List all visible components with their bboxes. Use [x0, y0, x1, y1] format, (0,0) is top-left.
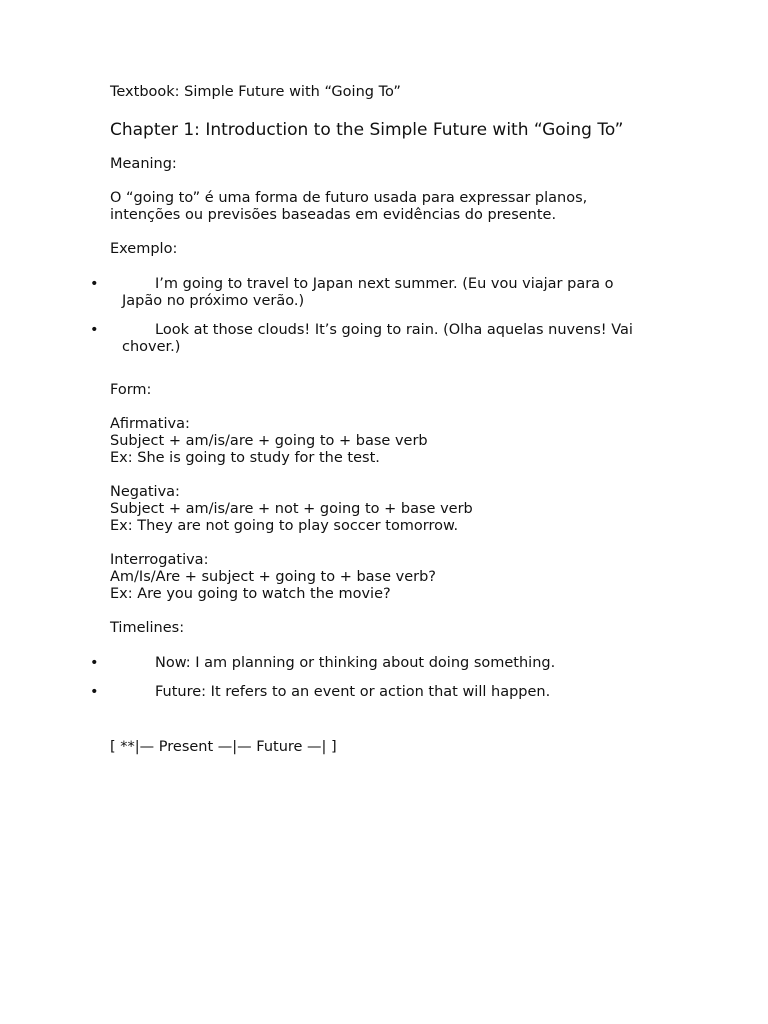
example-list	[90, 276, 652, 356]
list-item	[90, 684, 652, 701]
timeline-text: Now: I am planning or thinking about doing something.	[155, 655, 556, 671]
timeline-diagram: [ **|— Present —|— Future —| ]	[110, 739, 337, 755]
afirmativa-example: Ex: She is going to study for the test.	[110, 450, 380, 466]
interrogativa-label: Interrogativa:	[110, 552, 209, 568]
afirmativa-structure: Subject + am/is/are + going to + base verb	[110, 433, 428, 449]
timelines-list	[90, 655, 652, 701]
negativa-section	[110, 484, 650, 535]
bullet-icon: •	[90, 276, 99, 292]
afirmativa-label: Afirmativa:	[110, 416, 190, 432]
chapter-heading: Chapter 1: Introduction to the Simple Future with “Going To”	[110, 120, 624, 140]
example-text: I’m going to travel to Japan next summer. (Eu vou viajar para o Japão no próximo verão.)	[122, 276, 614, 309]
meaning-text: O “going to” é uma forma de futuro usada para expressar planos, intenções ou previsões baseadas em evidências do presente.	[110, 190, 592, 223]
example-label: Exemplo:	[110, 241, 178, 257]
bullet-icon: •	[90, 322, 99, 338]
timelines-label: Timelines:	[110, 620, 185, 636]
list-item	[90, 276, 652, 310]
document-title: Textbook: Simple Future with “Going To”	[110, 84, 401, 100]
list-item	[90, 655, 652, 672]
negativa-structure: Subject + am/is/are + not + going to + base verb	[110, 501, 473, 517]
interrogativa-example: Ex: Are you going to watch the movie?	[110, 586, 391, 602]
bullet-icon: •	[90, 655, 99, 671]
form-label: Form:	[110, 382, 152, 398]
bullet-icon: •	[90, 684, 99, 700]
timeline-text: Future: It refers to an event or action that will happen.	[155, 684, 551, 700]
document-page	[90, 84, 650, 756]
afirmativa-section	[110, 416, 650, 467]
meaning-label: Meaning:	[110, 156, 177, 172]
interrogativa-structure: Am/Is/Are + subject + going to + base verb?	[110, 569, 436, 585]
list-item	[90, 322, 652, 356]
interrogativa-section	[110, 552, 650, 603]
negativa-label: Negativa:	[110, 484, 180, 500]
example-text: Look at those clouds! It’s going to rain. (Olha aquelas nuvens! Vai chover.)	[122, 322, 633, 355]
negativa-example: Ex: They are not going to play soccer tomorrow.	[110, 518, 459, 534]
